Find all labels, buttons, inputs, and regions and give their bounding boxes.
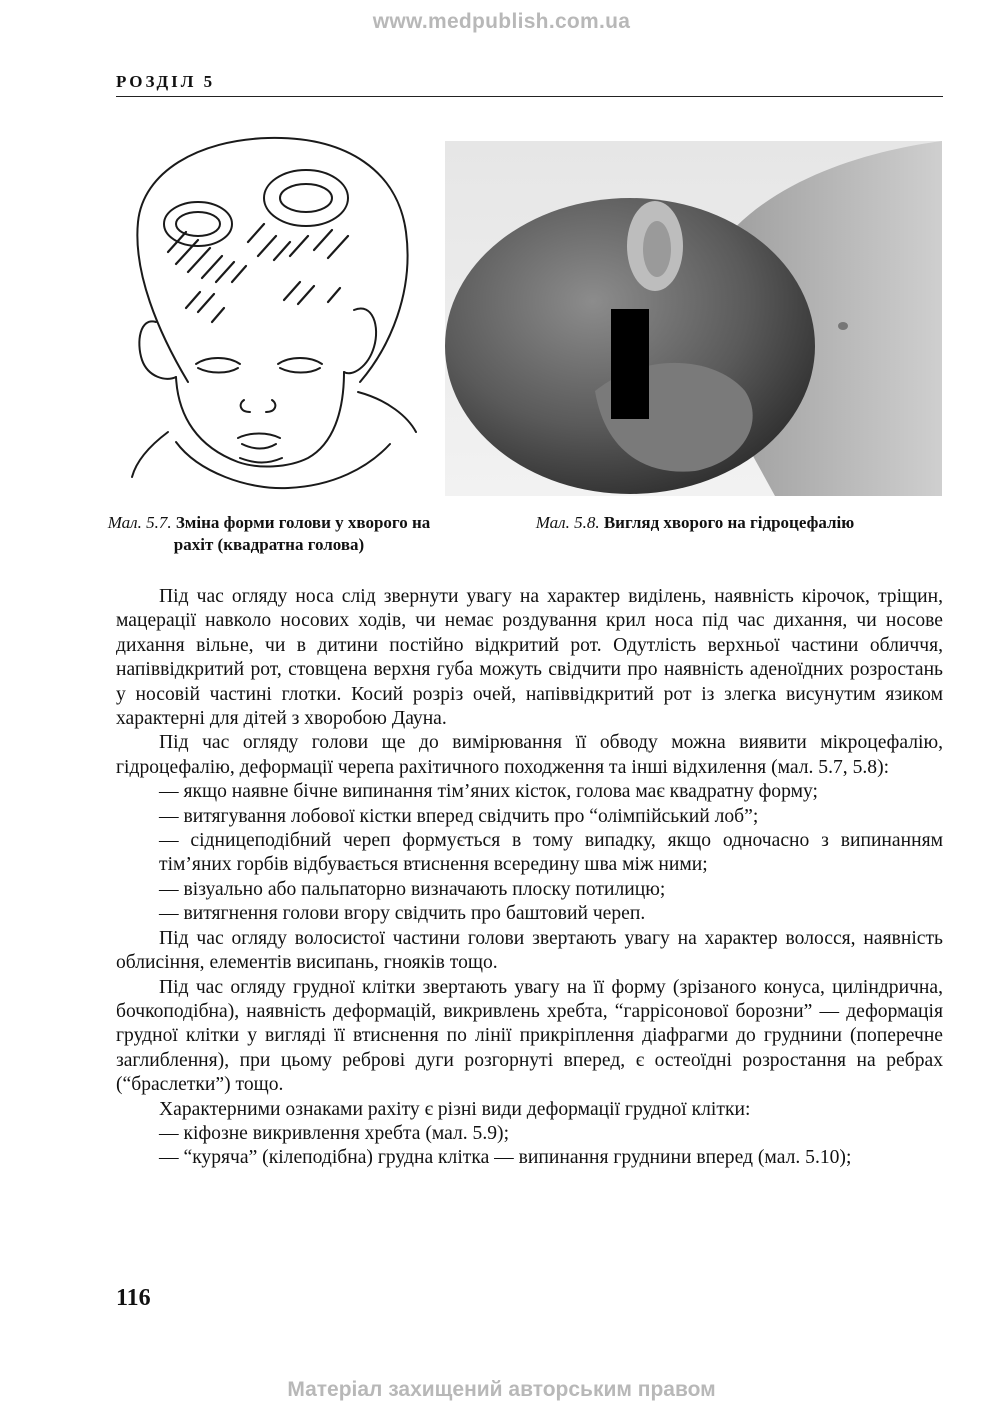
figure-5-8-caption — [505, 512, 885, 534]
page-number: 116 — [116, 1285, 151, 1311]
figure-5-8-caption-text: Вигляд хворого на гідроцефалію — [603, 513, 855, 532]
figure-5-8-photo — [445, 141, 942, 496]
list-item-pigeon-chest: — “куряча” (кілеподібна) грудна клітка — випинання груднини вперед (мал. 5.10); — [159, 1147, 852, 1169]
figure-5-7-illustration — [128, 132, 420, 494]
section-title: РОЗДІЛ 5 — [116, 72, 216, 91]
list-item-tower-skull: — витягнення голови вгору свідчить про баштовий череп. — [159, 903, 646, 925]
list-item-kyphosis: — кіфозне викривлення хребта (мал. 5.9); — [159, 1122, 510, 1144]
list-item-buttock-skull: — сідницеподібний череп формується в тому випадку, якщо одночасно з випинанням тім’яних горбів відбувається втиснення всередину шва між ними; — [159, 830, 943, 876]
paragraph-nose-exam: Під час огляду носа слід звернути увагу на характер виділень, наявність кірочок, тріщин, мацерації навколо носових ходів, чи немає роздування крил носа під час дихання, чи носове дихання вільне, чи в дитини постійно відкритий рот. Одутлість верхньої частини обличчя, напіввідкритий рот, стовщена верхня губа можуть свідчити про наявність аденоїдних розростань у носовій частині глотки. Косий розріз очей, напіввідкритий рот із злегка висунутим язиком характерні для дітей з хворобою Дауна. — [116, 586, 943, 730]
paragraph-rickets-signs: Характерними ознаками рахіту є різні види деформації грудної клітки: — [159, 1098, 751, 1120]
figure-5-7-number: Мал. 5.7. — [107, 513, 172, 532]
figure-5-7-caption-text: Зміна форми голови у хворого на рахіт (квадратна голова) — [173, 513, 431, 554]
list-item-flat-occiput: — візуально або пальпаторно визначають плоску потилицю; — [159, 878, 666, 900]
figure-5-8-number: Мал. 5.8. — [535, 513, 600, 532]
header-divider — [116, 96, 943, 97]
list-item-olympic-forehead: — витягування лобової кістки вперед свідчить про “олімпійський лоб”; — [159, 805, 759, 827]
watermark-url: www.medpublish.com.ua — [372, 10, 631, 33]
paragraph-chest-exam: Під час огляду грудної клітки звертають увагу на її форму (зрізаного конуса, циліндрична, бочкоподібна), наявність деформацій, викривлень хребта, “гаррісонової борозни” — деформація грудної клітки у вигляді її втиснення по лінії прикріплення діафрагми до груднини (поперечне заглиблення), при цьому реброві дуги розгорнуті вперед, є остеоїдні розростання на ребрах (“браслетки”) тощо. — [116, 976, 943, 1096]
list-item-square-head: — якщо наявне бічне випинання тім’яних кісток, голова має квадратну форму; — [159, 781, 818, 803]
figure-5-7-caption — [106, 512, 432, 556]
copyright-watermark: Матеріал захищений авторським правом — [287, 1378, 716, 1401]
body-text — [116, 585, 943, 1171]
paragraph-scalp-exam: Під час огляду волосистої частини голови звертають увагу на характер волосся, наявність облисіння, елементів висипань, гнояків тощо. — [116, 927, 943, 974]
paragraph-head-exam: Під час огляду голови ще до вимірювання її обводу можна виявити мікроцефалію, гідроцефалію, деформації черепа рахітичного походження та інші відхилення (мал. 5.7, 5.8): — [116, 732, 943, 778]
